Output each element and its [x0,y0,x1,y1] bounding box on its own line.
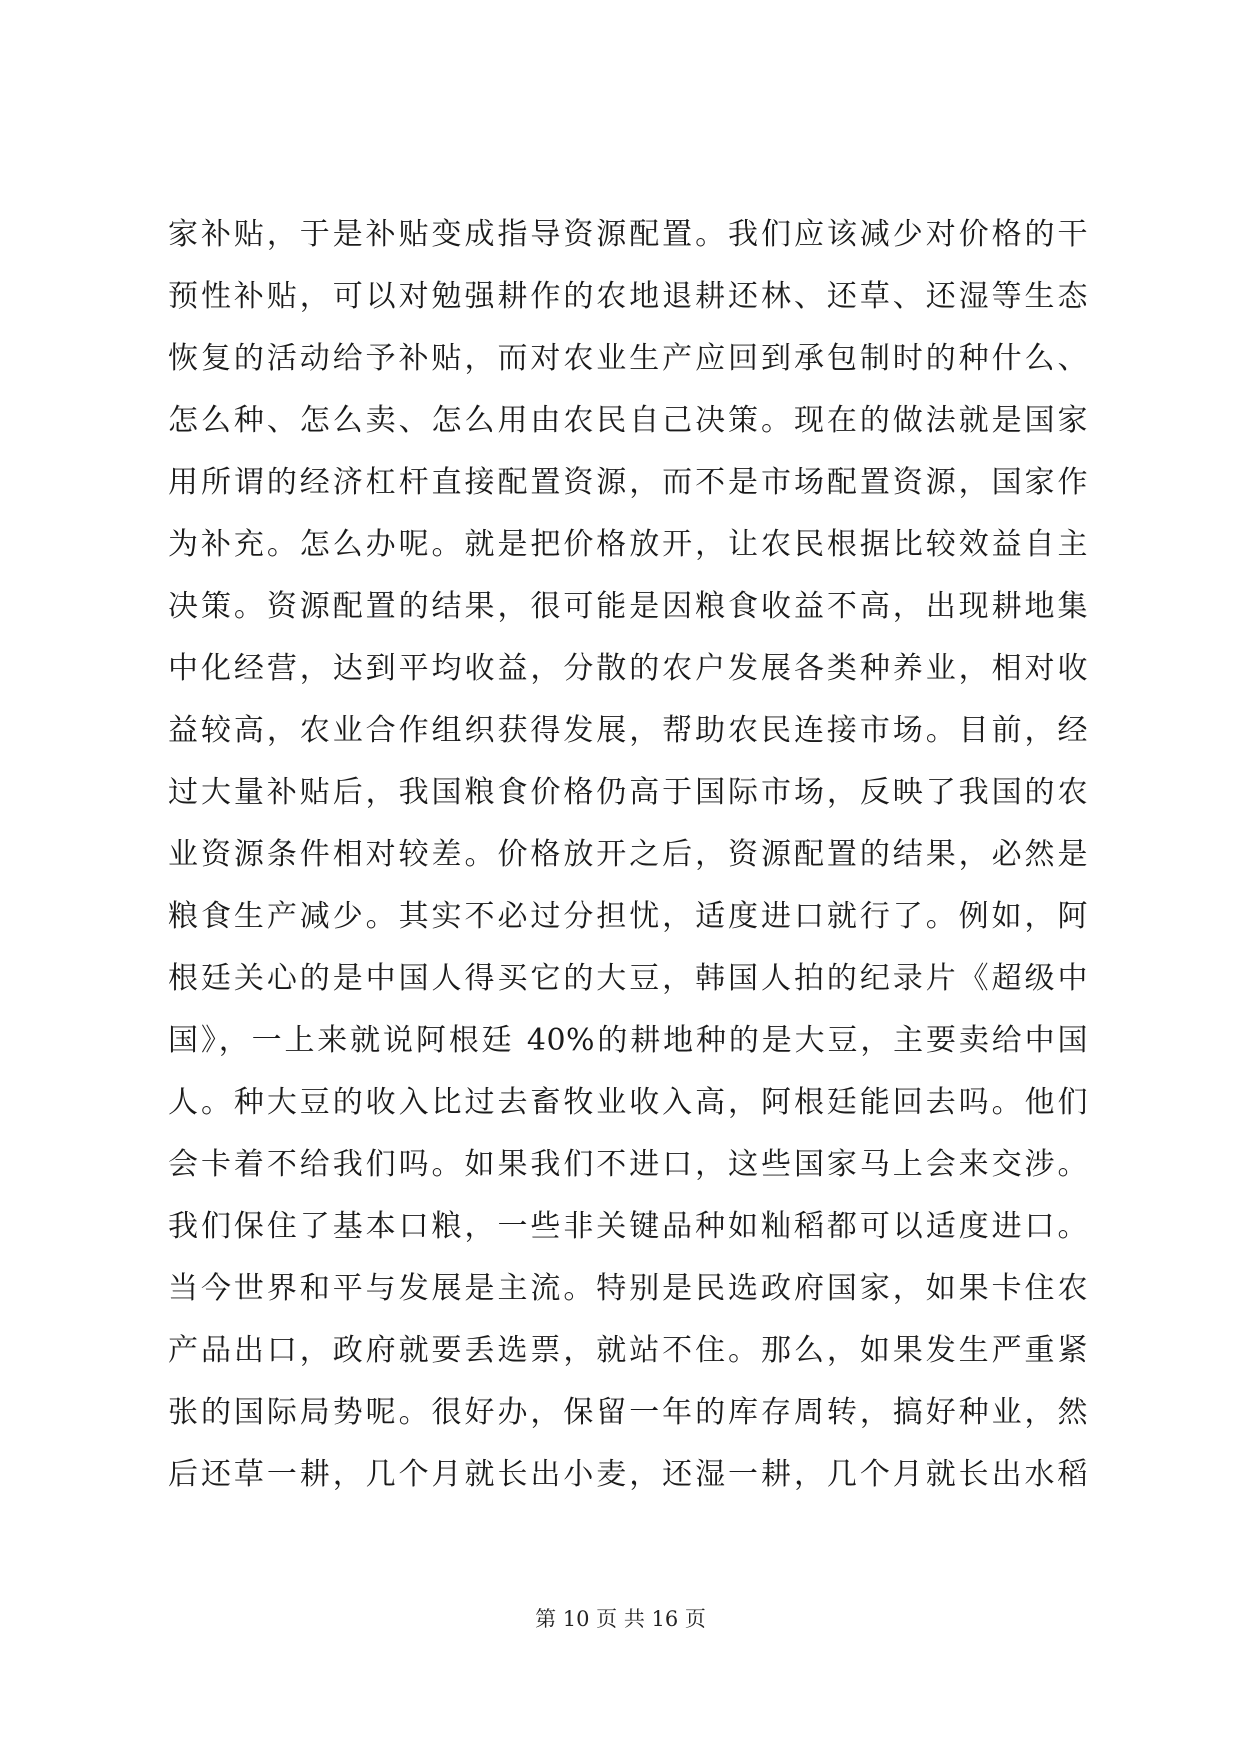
text-line: 决策。资源配置的结果，很可能是因粮食收益不高，出现耕地集 [168,589,1088,624]
text-line: 后还草一耕，几个月就长出小麦，还湿一耕，几个月就长出水稻 [168,1457,1088,1492]
text-line: 业资源条件相对较差。价格放开之后，资源配置的结果，必然是 [168,837,1088,872]
text-line: 为补充。怎么办呢。就是把价格放开，让农民根据比较效益自主 [168,527,1088,562]
text-line: 我们保住了基本口粮，一些非关键品种如籼稻都可以适度进口。 [168,1209,1088,1244]
text-line: 粮食生产减少。其实不必过分担忧，适度进口就行了。例如，阿 [168,899,1088,934]
text-line: 家补贴，于是补贴变成指导资源配置。我们应该减少对价格的干 [168,217,1088,252]
text-line: 恢复的活动给予补贴，而对农业生产应回到承包制时的种什么、 [168,341,1088,376]
page-number-footer: 第 10 页 共 16 页 [535,1607,706,1631]
text-line: 张的国际局势呢。很好办，保留一年的库存周转，搞好种业，然 [168,1395,1088,1430]
text-line: 会卡着不给我们吗。如果我们不进口，这些国家马上会来交涉。 [168,1147,1088,1182]
body-text [168,204,1088,1506]
text-line: 怎么种、怎么卖、怎么用由农民自己决策。现在的做法就是国家 [168,403,1088,438]
text-line: 用所谓的经济杠杆直接配置资源，而不是市场配置资源，国家作 [168,465,1088,500]
text-line: 益较高，农业合作组织获得发展，帮助农民连接市场。目前，经 [168,713,1088,748]
text-line: 预性补贴，可以对勉强耕作的农地退耕还林、还草、还湿等生态 [168,279,1088,314]
text-line: 过大量补贴后，我国粮食价格仍高于国际市场，反映了我国的农 [168,775,1088,810]
text-line: 根廷关心的是中国人得买它的大豆，韩国人拍的纪录片《超级中 [168,961,1088,996]
text-line: 中化经营，达到平均收益，分散的农户发展各类种养业，相对收 [168,651,1088,686]
text-line: 当今世界和平与发展是主流。特别是民选政府国家，如果卡住农 [168,1271,1088,1306]
text-line: 产品出口，政府就要丢选票，就站不住。那么，如果发生严重紧 [168,1333,1088,1368]
text-line: 国》，一上来就说阿根廷 40%的耕地种的是大豆，主要卖给中国 [168,1023,1088,1058]
text-line: 人。种大豆的收入比过去畜牧业收入高，阿根廷能回去吗。他们 [168,1085,1088,1120]
